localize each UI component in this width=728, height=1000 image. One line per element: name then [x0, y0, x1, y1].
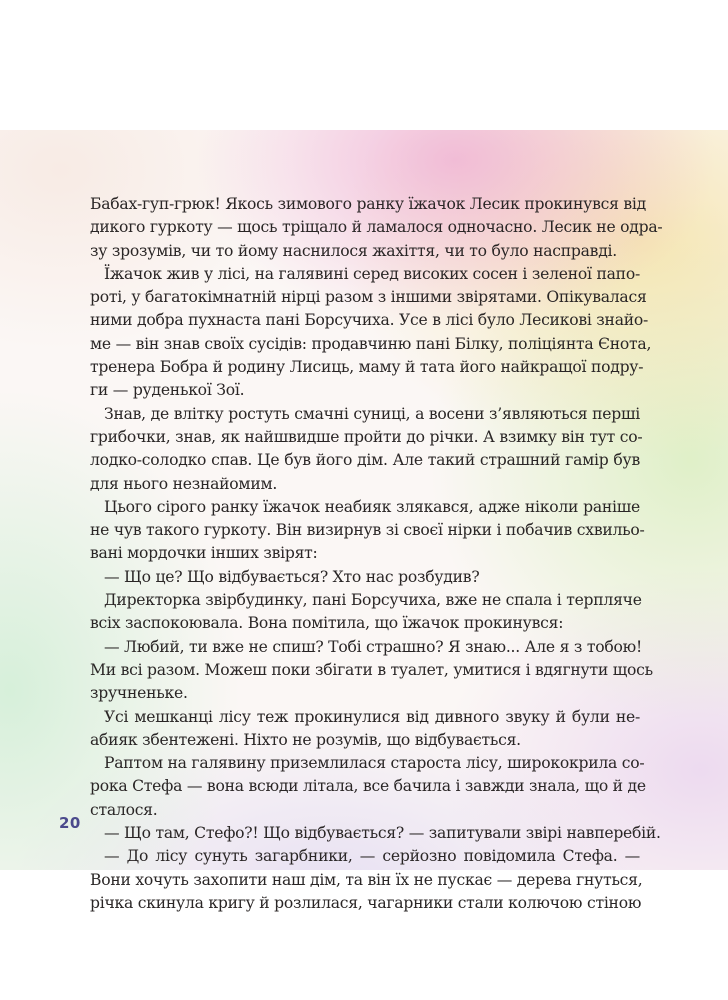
text-line: Вони хочуть захопити наш дім, та він їх не пускає — дерева гнуться, [90, 870, 643, 889]
text-line: ними добра пухнаста пані Борсучиха. Усе в лісі було Лесикові знайо- [90, 311, 649, 330]
text-line: Їжачок жив у лісі, на галявині серед високих сосен і зеленої папо- [104, 264, 640, 283]
text-line: тренера Бобра й родину Лисиць, маму й тата його найкращої подру- [90, 358, 644, 377]
text-line: вані мордочки інших звірят: [90, 544, 318, 563]
book-page [0, 130, 728, 912]
text-line: не чув такого гуркоту. Він визирнув зі своєї нірки і побачив схвильо- [90, 521, 645, 540]
text-line: ги — руденької Зої. [90, 381, 245, 400]
text-line: — Що це? Що відбувається? Хто нас розбудив? [104, 567, 480, 586]
text-line: дикого гуркоту — щось тріщало й ламалося одночасно. Лесик не одра- [90, 218, 663, 237]
text-line: — До лісу сунуть загарбники, — серйозно повідомила Стефа. — [104, 847, 640, 866]
text-line: для нього незнайомим. [90, 474, 278, 493]
text-line: Цього сірого ранку їжачок неабияк злякався, адже ніколи раніше [104, 497, 640, 516]
text-line: ме — він знав своїх сусідів: продавчиню пані Білку, поліціянта Єнота, [90, 334, 652, 353]
text-line: Директорка звірбудинку, пані Борсучиха, вже не спала і терпляче [104, 591, 642, 610]
text-line: Ми всі разом. Можеш поки збігати в туалет, умитися і вдягнути щось [90, 660, 653, 679]
text-line: грибочки, знав, як найшвидше пройти до річки. А взимку він тут со- [90, 427, 643, 446]
story-text [90, 193, 663, 915]
text-line: річка скинула кригу й розлилася, чагарники стали колючою стіною [90, 893, 642, 912]
text-line: всіх заспокоювала. Вона помітила, що їжачок прокинувся: [90, 614, 564, 633]
text-line: сталося. [90, 800, 158, 819]
text-line: Знав, де влітку ростуть смачні суниці, а восени з’являються перші [104, 404, 640, 423]
text-line: — Любий, ти вже не спиш? Тобі страшно? Я знаю... Але я з тобою! [104, 637, 642, 656]
text-line: зу зрозумів, чи то йому наснилося жахіття, чи то було насправді. [90, 241, 618, 260]
text-line: роті, у багатокімнатній нірці разом з іншими звірятами. Опікувалася [90, 288, 647, 307]
page-number: 20 [59, 814, 81, 832]
text-line: лодко-солодко спав. Це був його дім. Але такий страшний гамір був [90, 451, 640, 470]
text-line: рока Стефа — вона всюди літала, все бачила і завжди знала, що й де [90, 777, 646, 796]
text-line: абияк збентежені. Ніхто не розумів, що відбувається. [90, 730, 521, 749]
text-line: зручненьке. [90, 684, 188, 703]
text-line: Усі мешканці лісу теж прокинулися від дивного звуку й були не- [104, 707, 640, 726]
text-line: — Що там, Стефо?! Що відбувається? — запитували звірі навперебій. [104, 824, 661, 843]
text-line: Раптом на галявину приземлилася староста лісу, ширококрила со- [104, 754, 645, 773]
text-line: Бабах-гуп-грюк! Якось зимового ранку їжачок Лесик прокинувся від [90, 195, 647, 213]
